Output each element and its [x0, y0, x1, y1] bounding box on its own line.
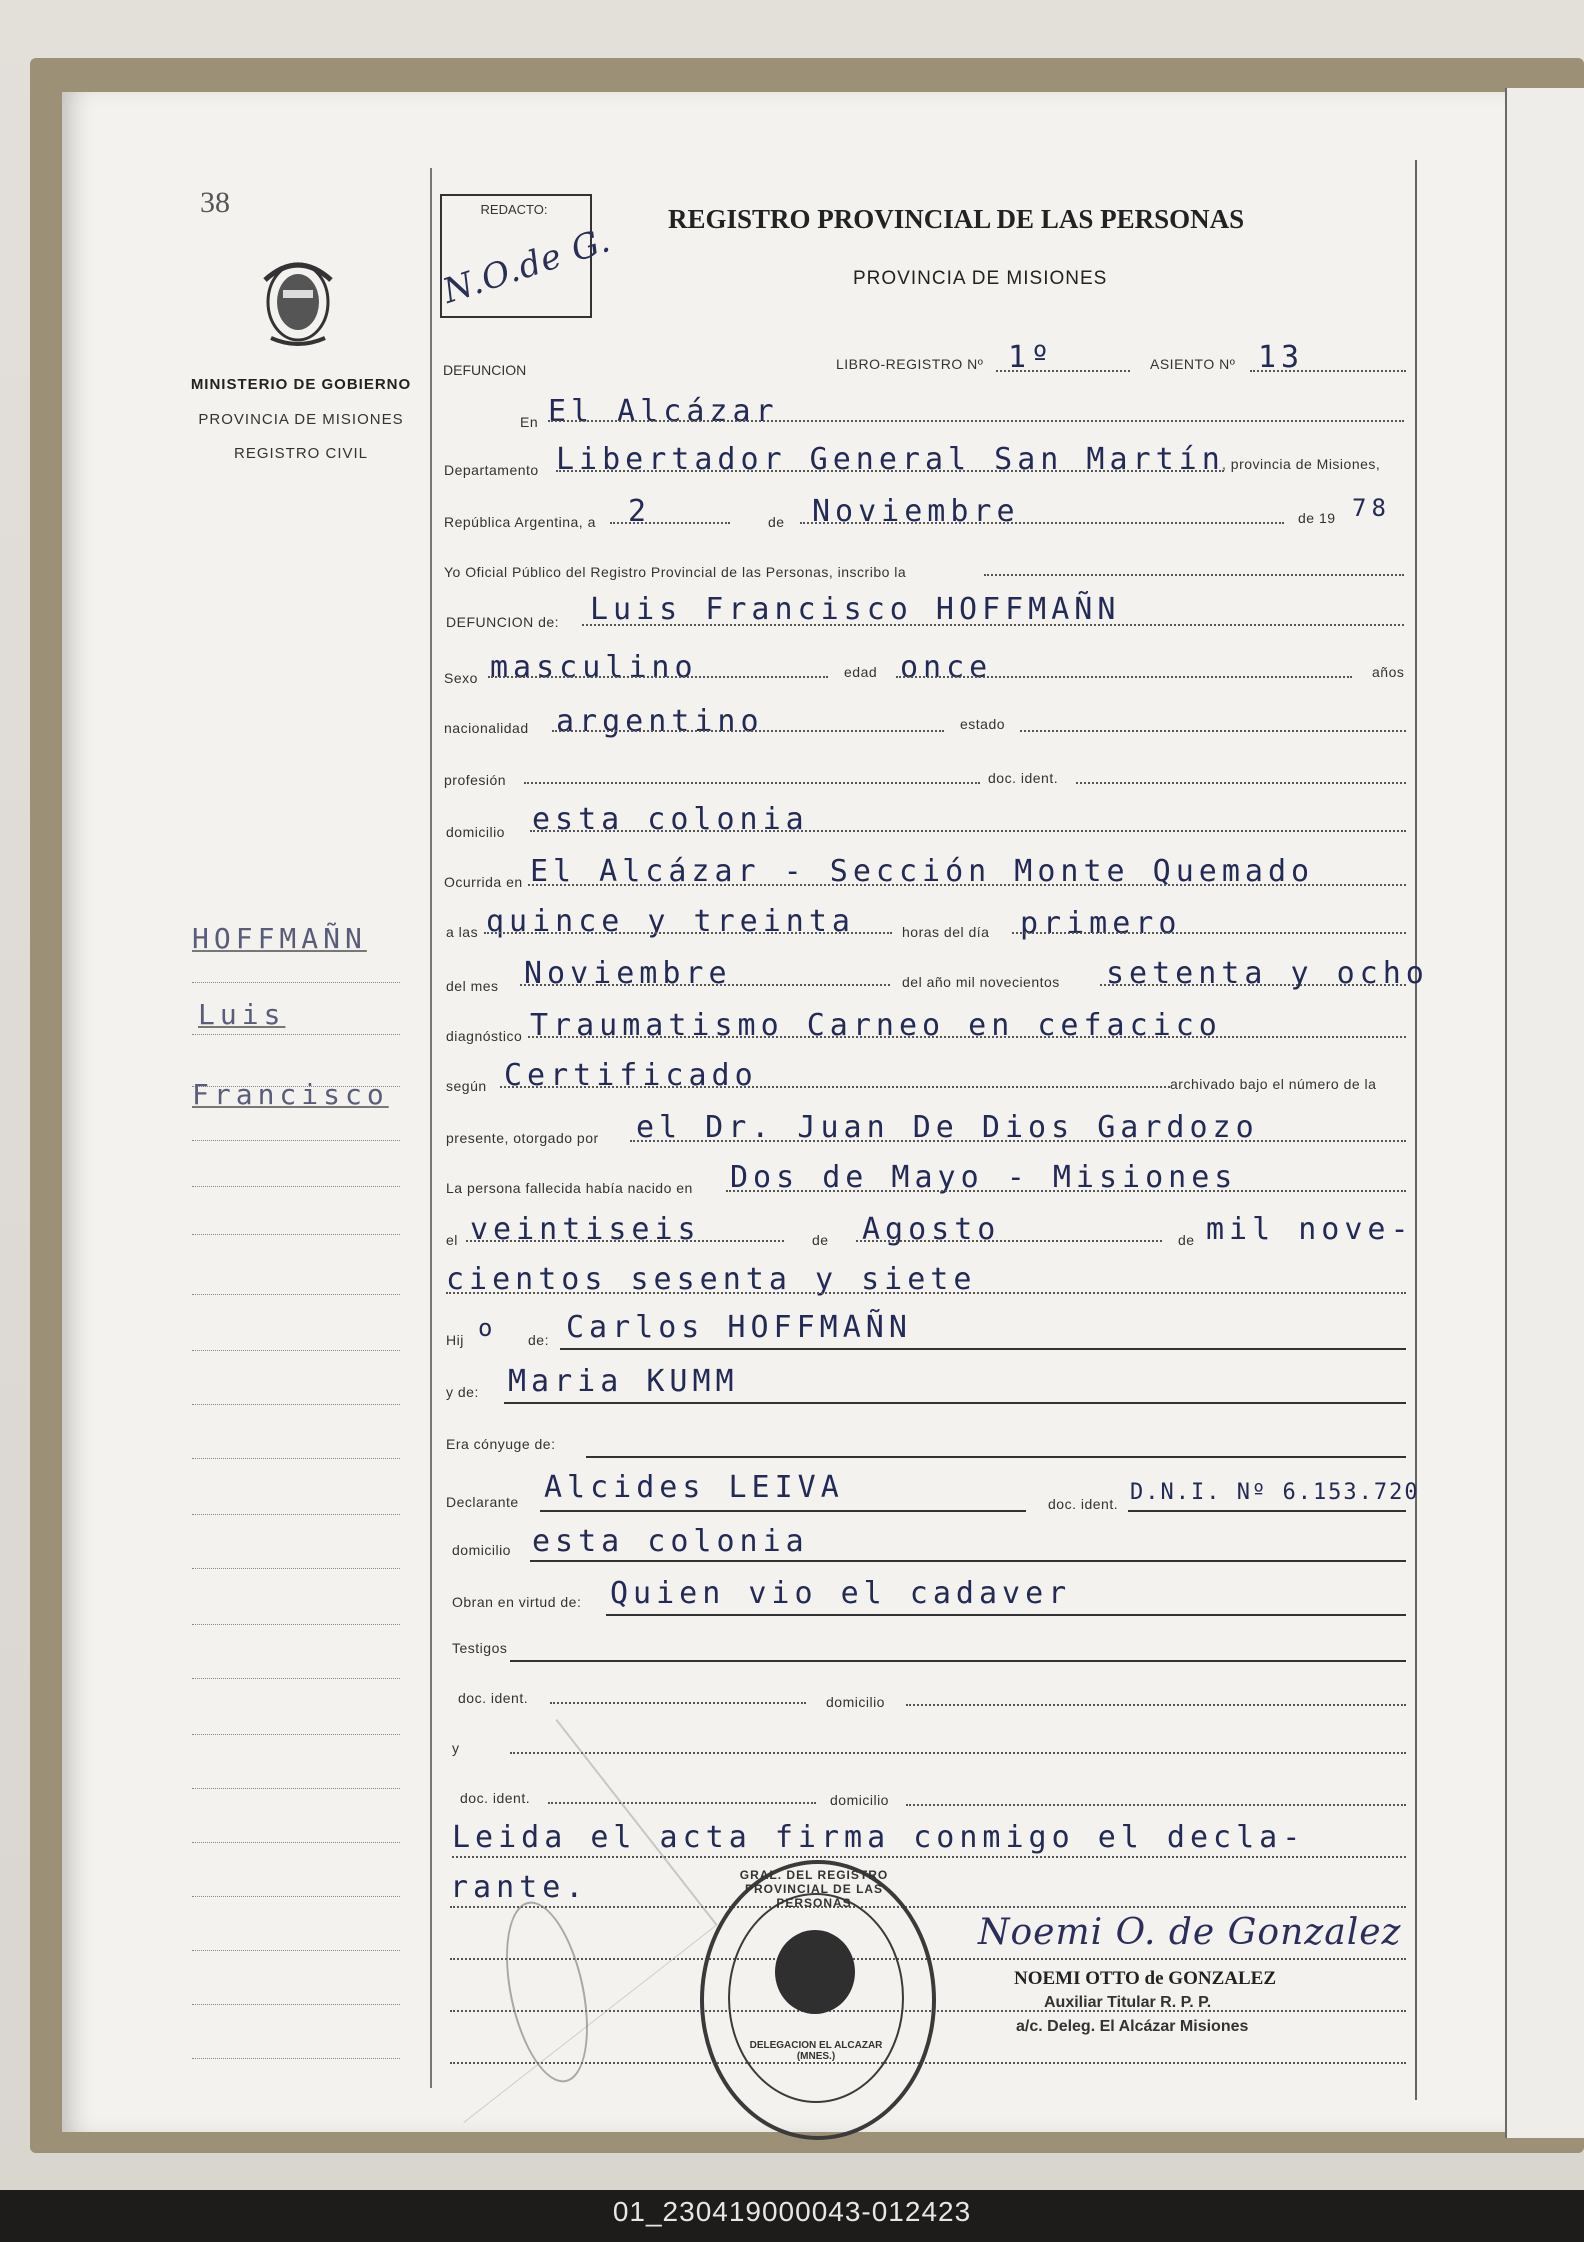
padre-value: Carlos HOFFMAÑN [566, 1310, 912, 1345]
a-las-label: a las [446, 924, 479, 940]
y-label: y [452, 1740, 460, 1756]
marginal-second-name: Francisco [192, 1078, 389, 1111]
place-value: El Alcázar [548, 394, 779, 429]
departamento-value: Libertador General San Martín [556, 442, 1225, 477]
redacto-initials: N.O.de G. [438, 220, 616, 312]
presente-label: presente, otorgado por [446, 1130, 599, 1146]
seal-outer-text: GRAL. DEL REGISTRO PROVINCIAL DE LAS PERSONAS [739, 1868, 889, 1910]
hij-de-label: de: [528, 1332, 549, 1348]
del-mes-label: del mes [446, 978, 499, 994]
dia-value: primero [1020, 906, 1182, 941]
oficial-text: Yo Oficial Público del Registro Provincial de las Personas, inscribo la [444, 564, 907, 580]
nacido-value: Dos de Mayo - Misiones [730, 1160, 1238, 1195]
edad-label: edad [844, 664, 878, 680]
defuncion-label: DEFUNCION de: [446, 614, 560, 630]
anio-label: del año mil novecientos [902, 974, 1060, 990]
obran-label: Obran en virtud de: [452, 1594, 582, 1610]
mes-value: Noviembre [524, 956, 732, 991]
segun-value: Certificado [504, 1058, 758, 1093]
document-title: REGISTRO PROVINCIAL DE LAS PERSONAS [668, 204, 1245, 234]
el-label: el [446, 1232, 458, 1248]
signer-role: Auxiliar Titular R. P. P. [1044, 1994, 1212, 2011]
nacionalidad-label: nacionalidad [444, 720, 529, 736]
nac-anio-b: cientos sesenta y siete [446, 1262, 977, 1297]
document-subtitle: PROVINCIA DE MISIONES [853, 268, 1108, 289]
declarante-label: Declarante [446, 1494, 519, 1510]
domicilio2-label: domicilio [452, 1542, 511, 1558]
hora-value: quince y treinta [486, 904, 855, 939]
nac-mes-value: Agosto [862, 1212, 1001, 1247]
anio-value: setenta y ocho [1106, 956, 1429, 991]
testigo1-domicilio-label: domicilio [826, 1694, 885, 1710]
province-label: PROVINCIA DE MISIONES [198, 411, 404, 428]
nac-dia-value: veintiseis [470, 1212, 701, 1247]
edad-value: once [900, 650, 993, 685]
page-number: 38 [200, 186, 230, 219]
ministry-label: MINISTERIO DE GOBIERNO [190, 376, 412, 393]
declarante-value: Alcides LEIVA [544, 1470, 844, 1505]
archivado-label: archivado bajo el número de la [1170, 1076, 1377, 1092]
marginal-first-name: Luis [198, 998, 286, 1031]
asiento-value: 13 [1258, 340, 1305, 375]
testigo2-doc-label: doc. ident. [460, 1790, 531, 1806]
seal-inner-text: DELEGACION EL ALCAZAR (MNES.) [749, 2040, 883, 2062]
redacto-label: REDACTO: [480, 202, 548, 217]
closing-line-1: Leida el acta firma conmigo el decla- [452, 1820, 1306, 1855]
obran-value: Quien vio el cadaver [610, 1576, 1072, 1611]
y-de-label: y de: [446, 1384, 479, 1400]
decl-doc-value: D.N.I. Nº 6.153.720 [1130, 1480, 1420, 1505]
asiento-label: ASIENTO Nº [1150, 356, 1236, 372]
anos-label: años [1372, 664, 1405, 680]
departamento-label: Departamento [444, 462, 539, 478]
right-margin-rule [1415, 160, 1417, 2100]
diagnostico-value: Traumatismo Carneo en cefacico [530, 1008, 1222, 1043]
signer-name: NOEMI OTTO de GONZALEZ [1014, 1968, 1277, 1989]
domicilio-label: domicilio [446, 824, 505, 840]
year-value: 78 [1352, 494, 1391, 522]
seal-emblem-icon [775, 1930, 855, 2014]
doc-ident-label: doc. ident. [988, 770, 1059, 786]
sexo-value: masculino [490, 650, 698, 685]
deceased-name-value: Luis Francisco HOFFMAÑN [590, 592, 1121, 627]
image-caption: 01_230419000043-012423 [612, 2196, 972, 2227]
hij-label: Hij [446, 1332, 464, 1348]
conyuge-label: Era cónyuge de: [446, 1436, 556, 1452]
ocurrida-value: El Alcázar - Sección Monte Quemado [530, 854, 1315, 889]
libro-value: 1º [1008, 340, 1055, 375]
sexo-label: Sexo [444, 670, 478, 686]
ocurrida-label: Ocurrida en [444, 874, 523, 890]
year-label: de 19 [1298, 510, 1336, 526]
nacionalidad-value: argentino [556, 704, 764, 739]
facing-page-edge [1505, 88, 1584, 2138]
nacido-label: La persona fallecida había nacido en [446, 1180, 693, 1196]
estado-label: estado [960, 716, 1006, 732]
segun-label: según [446, 1078, 487, 1094]
presente-value: el Dr. Juan De Dios Gardozo [636, 1110, 1259, 1145]
nac-de-label: de [812, 1232, 829, 1248]
coat-of-arms-icon [255, 250, 341, 352]
en-label: En [520, 414, 539, 430]
month-value: Noviembre [812, 494, 1020, 529]
horas-label: horas del día [902, 924, 990, 940]
day-value: 2 [628, 494, 652, 529]
madre-value: Maria KUMM [508, 1364, 739, 1399]
diagnostico-label: diagnóstico [446, 1028, 523, 1044]
domicilio-value: esta colonia [532, 802, 809, 837]
testigos-label: Testigos [452, 1640, 508, 1656]
closing-line-2: rante. [450, 1870, 589, 1905]
left-margin-rule [430, 168, 432, 2088]
testigo1-doc-label: doc. ident. [458, 1690, 529, 1706]
libro-label: LIBRO-REGISTRO Nº [836, 356, 984, 372]
nac-de2-label: de [1178, 1232, 1195, 1248]
marginal-surname: HOFFMAÑN [192, 922, 367, 955]
republica-label: República Argentina, a [444, 514, 596, 530]
registry-label: REGISTRO CIVIL [233, 445, 369, 462]
act-type-label: DEFUNCION [443, 362, 527, 378]
de-label: de [768, 514, 785, 530]
testigo2-domicilio-label: domicilio [830, 1792, 889, 1808]
decl-doc-label: doc. ident. [1048, 1496, 1119, 1512]
signer-office: a/c. Deleg. El Alcázar Misiones [1016, 2018, 1249, 2035]
profesion-label: profesión [444, 772, 507, 788]
nac-anio-a: mil nove- [1206, 1212, 1414, 1247]
domicilio2-value: esta colonia [532, 1524, 809, 1559]
hij-suffix: o [478, 1314, 498, 1342]
officer-signature: Noemi O. de Gonzalez [978, 1912, 1402, 1953]
provincia-suffix: , provincia de Misiones, [1222, 456, 1381, 472]
